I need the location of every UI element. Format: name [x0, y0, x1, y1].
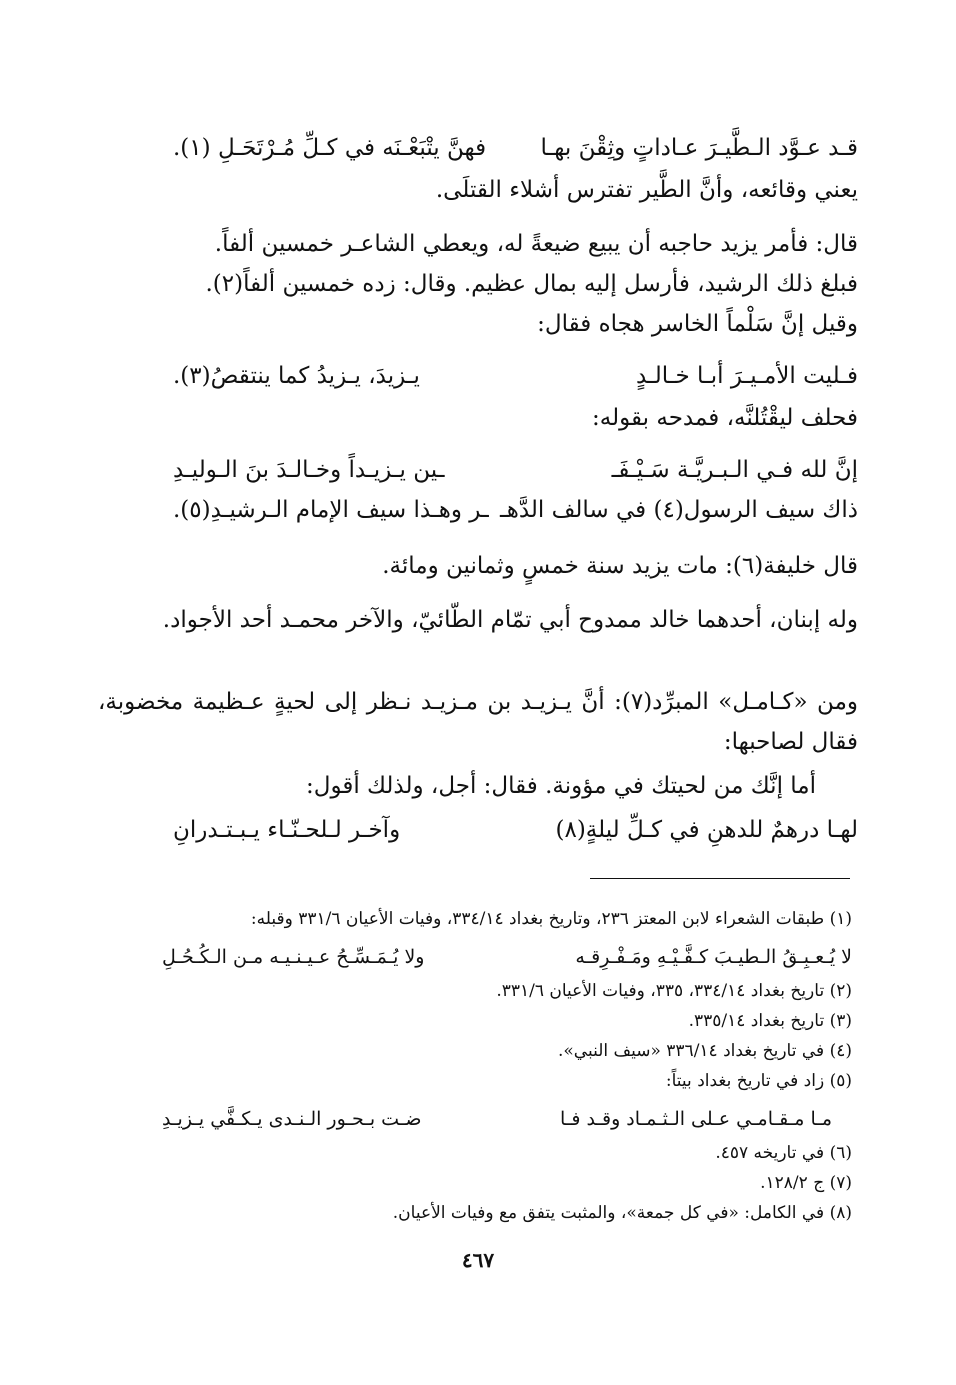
footnote-2: (٢) تاريخ بغداد ٣٣٤/١٤، ٣٣٥، وفيات الأعيان ٣٣١/٦. [496, 981, 852, 1001]
footnote-4: (٤) في تاريخ بغداد ٣٣٦/١٤ «سيف النبي». [557, 1041, 852, 1061]
text-line-10: قال خليفة(٦): مات يزيد سنة خمسٍ وثمانين ومائة. [382, 553, 858, 579]
footnote-1-verse-first-hemistich: لا يُـعـبِـقُ الـطيـبَ كـفَّـيْـهِ ومَـفْـرِقـه [575, 946, 852, 968]
verse-1 [173, 128, 858, 168]
text-line-4: فبلغ ذلك الرشيد، فأرسل إليه بمال عظيم. وقال: زده خمسين ألفاً(٢). [205, 271, 858, 297]
text-line-7: فحلف ليقْتُلنَّه، فمدحه بقوله: [592, 405, 858, 431]
text-line-5: وقيل إنَّ سَلْماً الخاسر هجاه فقال: [537, 311, 858, 337]
verse-1-second-hemistich: فهنَّ يتْبَعْـنَه في كـلِّ مُـرْتَحَـلِ (١). [173, 135, 487, 161]
verse-4 [173, 490, 858, 530]
footnote-1-verse [162, 942, 852, 972]
verse-4-second-hemistich: ـر وهـذا سيف الإمام الـرشيـدِ(٥). [173, 497, 489, 523]
verse-3-first-hemistich: إنَّ لله فـي الـبـريَّـة سَـيْـفَـ [611, 457, 858, 483]
footnote-5-verse-first-hemistich: مـا مـقـامـي عـلى الـثـمـاد وقـد فـا [559, 1108, 832, 1130]
text-paragraph-12: ومن «كـامـل» المبرِّد(٧): أنَّ يـزيـد بن مـزيـد نـظر إلى لحيةٍ عـظيمة مخضوبة، فقال لصاحبها: [98, 689, 858, 755]
verse-3-second-hemistich: ـين يـزيـداً وخـالـدَ بنَ الـوليـدِ [173, 457, 445, 483]
verse-3 [173, 450, 858, 490]
verse-2-first-hemistich: فـليت الأمـيـرَ أبـا خـالـدٍ [635, 363, 858, 389]
text-line-13: أما إنَّك من لحيتك في مؤونة. فقال: أجل، ولذلك أقول: [305, 773, 816, 799]
verse-2-second-hemistich: يـزيدَ، يـزيدُ كما ينتقصُ(٣). [173, 363, 420, 389]
footnote-1-verse-second-hemistich: ولا يُـمَـسِّـحُ عـيـنـيـه مـن الـكُـحُـلِ [162, 946, 425, 968]
text-line-2: يعني وقائعه، وأنَّ الطَّير تفترس أشلاء القتلَى. [435, 177, 858, 203]
text-line-3: قال: فأمر يزيد حاجبه أن يبيع ضيعةً له، ويعطي الشاعـر خمسين ألفاً. [214, 231, 858, 257]
footnote-divider [590, 878, 850, 879]
verse-2 [173, 356, 858, 396]
verse-5-second-hemistich: وآخـر لـلحـنّـاء يـبـتـدرانِ [173, 817, 401, 843]
footnote-6: (٦) في تاريخه ٤٥٧. [715, 1143, 852, 1163]
footnote-1: (١) طبقات الشعراء لابن المعتز ٢٣٦، وتاريخ بغداد ٣٣٤/١٤، وفيات الأعيان ٣٣١/٦ وقبله: [250, 909, 852, 929]
footnote-5-verse [162, 1104, 852, 1134]
verse-5-first-hemistich: لهـا درهمٌ للدهنِ في كـلِّ ليلةٍ(٨) [555, 817, 858, 843]
text-paragraph-11: وله إبنان، أحدهما خالد ممدوح أبي تمّام الطّائيّ، والآخر محمـد أحد الأجواد. [162, 607, 858, 633]
footnote-8: (٨) في الكامل: «في كل جمعة»، والمثبت يتفق مع وفيات الأعيان. [392, 1203, 852, 1223]
verse-1-first-hemistich: قـد عـوَّد الـطَّيـرَ عـاداتٍ وثِقْنَ بهـا [540, 135, 858, 161]
page-number: ٤٦٧ [461, 1248, 495, 1272]
verse-5 [173, 810, 858, 850]
verse-4-first-hemistich: ذاك سيف الرسول(٤) في سالف الدَّهـ [499, 497, 858, 523]
footnote-5-verse-second-hemistich: ضـت بـحـور الـنـدى يـكـفَّي يـزيـدِ [162, 1108, 422, 1130]
footnote-5: (٥) زاد في تاريخ بغداد بيتاً: [665, 1071, 852, 1091]
footnote-3: (٣) تاريخ بغداد ٣٣٥/١٤. [688, 1011, 852, 1031]
footnote-7: (٧) ج ١٢٨/٢. [760, 1173, 852, 1193]
